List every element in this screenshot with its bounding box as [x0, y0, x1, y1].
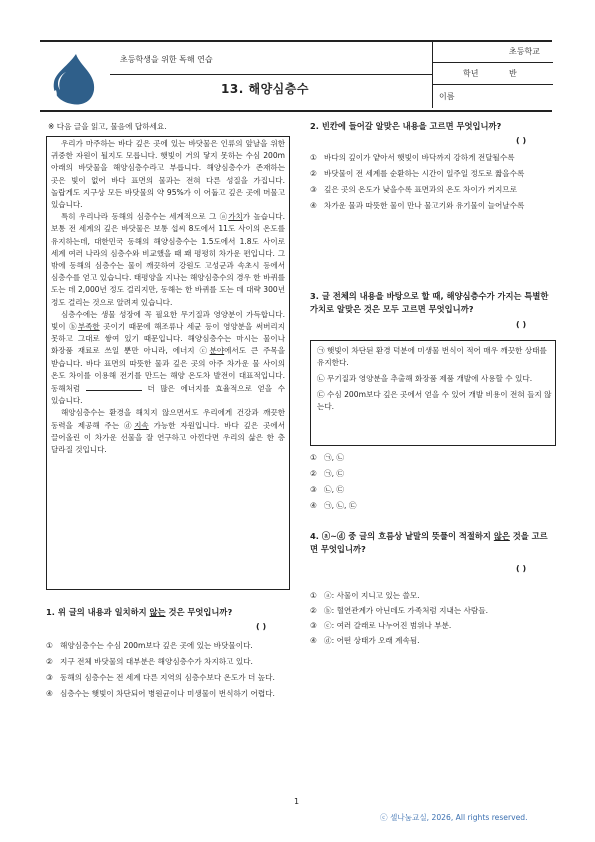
passage-paragraph-1: 우리가 마주하는 바다 깊은 곳에 있는 바닷물은 인류의 앞날을 위한 귀중한 자원이 될지도 모릅니다. 햇빛이 거의 닿지 못하는 수심 200m 아래의 바닷물을 해양심층수라고 부릅니다. 해양심층수가 존재하는 곳은 빛이 없어 바다 표면의 물과는 전혀 다른 성질을 가집니다. 놀랍게도 지구상 모든 바닷물의 약 95%가 이 어둡고 깊은 곳에 머물고 있습니다.: [51, 139, 285, 210]
grade-label: 학년: [463, 69, 479, 78]
choice-item: [311, 385, 555, 413]
option-text: ㉡, ㉢: [324, 485, 345, 494]
option-text: 해양심층수는 수심 200m보다 깊은 곳에 있는 바닷물이다.: [60, 641, 253, 650]
answer-blank-1[interactable]: ( ): [256, 622, 267, 631]
option-2[interactable]: [310, 168, 550, 180]
option-number: ④: [310, 501, 317, 510]
option-text: ㉠, ㉢: [324, 469, 345, 478]
student-info-box: [432, 40, 553, 108]
answer-blank-3[interactable]: ( ): [516, 320, 527, 329]
text-span: 에서도 큰 주목을 받습니다. 바다 표면의 따뜻한 물과 깊은 곳의 아주 차가운 물 사이의 온도 차이를 이용해 전기를 만드는 해양 온도차 발전이 대표적입니다. 동해처럼: [51, 346, 285, 394]
option-number: ④: [310, 201, 317, 210]
reading-passage: [46, 136, 290, 590]
school-row: [433, 40, 553, 63]
water-drop-logo-icon: [46, 50, 98, 106]
text-span: 곳이기 때문에 해조류나 세균 등이 영양분을 써버리지 못하고 그대로 쌓여 있기 때문입니다. 해양심층수는 마시는 물이나 화장품 재료로 쓰일 뿐만 아니라, 에너지 ⓒ: [51, 322, 285, 356]
option-text: 바다의 깊이가 얕아서 햇빛이 바닥까지 강하게 전달될수록: [324, 153, 515, 162]
passage-paragraph-4: [47, 407, 289, 456]
passage-paragraph-3: [47, 309, 289, 408]
answer-blank-4[interactable]: ( ): [516, 564, 527, 573]
option-number: ②: [310, 169, 317, 178]
choice-marker: ㉠: [317, 346, 325, 355]
choice-text: 무기질과 영양분을 추출해 화장품 제품 개발에 사용할 수 있다.: [327, 374, 533, 383]
option-text: ㉠, ㉡: [324, 453, 345, 462]
option-number: ①: [310, 453, 317, 462]
grade-class-row: [433, 63, 553, 85]
option-text: 지구 전체 바닷물의 대부분은 해양심층수가 차지하고 있다.: [60, 657, 253, 666]
fill-in-blank[interactable]: [86, 382, 142, 391]
question-4: [310, 530, 554, 556]
option-number: ①: [46, 641, 53, 650]
answer-blank-2[interactable]: ( ): [516, 136, 527, 145]
question-2-options: [310, 152, 550, 212]
question-1-options: [46, 640, 286, 700]
option-number: ①: [310, 591, 317, 600]
option-4[interactable]: [46, 688, 286, 700]
option-text: 깊은 곳의 온도가 낮을수록 표면과의 온도 차이가 커지므로: [324, 185, 517, 194]
option-1[interactable]: [46, 640, 286, 652]
option-number: ②: [310, 606, 317, 615]
question-text: 것은 무엇입니까?: [165, 607, 233, 617]
option-3[interactable]: [310, 184, 550, 196]
class-label: 반: [509, 69, 517, 78]
choice-item: [311, 369, 555, 385]
option-text: 심층수는 햇빛이 차단되어 병원균이나 미생물이 번식하기 어렵다.: [60, 689, 275, 698]
option-2[interactable]: [310, 468, 550, 480]
option-text: ⓑ: 혈연관계가 아닌데도 가족처럼 지내는 사람들.: [324, 606, 489, 615]
question-emphasis: 않는: [149, 607, 166, 617]
option-number: ②: [46, 657, 53, 666]
option-3[interactable]: [310, 620, 550, 632]
choice-marker: ㉡: [317, 374, 325, 383]
option-4[interactable]: [310, 500, 550, 512]
option-3[interactable]: [310, 484, 550, 496]
word-b-underlined: 부족한: [77, 322, 100, 332]
school-label: 초등학교: [509, 47, 540, 56]
option-number: ④: [46, 689, 53, 698]
option-number: ④: [310, 636, 317, 645]
question-text: 4. ⓐ~ⓓ 중 글의 흐름상 낱말의 뜻풀이 적절하지: [310, 531, 494, 541]
question-3-options: [310, 452, 550, 512]
word-d-underlined: 지속: [134, 420, 149, 430]
option-1[interactable]: [310, 590, 550, 602]
word-c-underlined: 분야: [209, 346, 225, 356]
text-span: 해양심층수는 환경을 해치지 않으면서도 우리에게 건강과 깨끗한 동력을 제공해 주는 ⓓ: [51, 408, 285, 430]
option-4[interactable]: [310, 200, 550, 212]
question-text: 1. 위 글의 내용과 일치하지: [46, 607, 150, 617]
choice-marker: ㉢: [317, 390, 325, 399]
question-1: [46, 606, 290, 619]
question-4-options: [310, 590, 550, 647]
option-number: ③: [46, 673, 53, 682]
option-number: ③: [310, 185, 317, 194]
option-text: 차가운 물과 따뜻한 물이 만나 물고기와 유기물이 늘어날수록: [324, 201, 525, 210]
option-1[interactable]: [310, 152, 550, 164]
question-2: 2. 빈칸에 들어갈 알맞은 내용을 고르면 무엇입니까?: [310, 121, 502, 131]
choice-item: [311, 341, 555, 369]
option-1[interactable]: [310, 452, 550, 464]
passage-paragraph-2: [47, 211, 289, 309]
page-title: 13. 해양심층수: [221, 82, 309, 96]
text-span: 특히 우리나라 동해의 심층수는 세계적으로 그 ⓐ: [61, 212, 229, 222]
text-span: 가능한 자원입니다. 바다 깊은 곳에서 끌어올린 이 차가운 선물을 잘 연구하고 아낀다면 우리의 삶은 한 층 달라질 것입니다.: [51, 420, 285, 455]
question-emphasis: 않은: [493, 531, 510, 541]
name-row: [433, 85, 553, 107]
option-number: ③: [310, 485, 317, 494]
worksheet-subtitle: 초등학생을 위한 독해 연습: [120, 55, 213, 64]
option-text: ⓐ: 사물이 지니고 있는 쓸모.: [324, 591, 420, 600]
instruction: ※ 다음 글을 읽고, 물음에 답하세요.: [48, 122, 167, 131]
question-text: 것을 고르면 무엇입니까?: [310, 531, 548, 554]
option-2[interactable]: [310, 605, 550, 617]
page-number: 1: [294, 797, 300, 806]
copyright-notice: ⓒ 셀나눔교실, 2026, All rights reserved.: [380, 813, 528, 822]
option-2[interactable]: [46, 656, 286, 668]
option-4[interactable]: [310, 635, 550, 647]
option-text: ⓓ: 어떤 상태가 오래 계속됨.: [324, 636, 420, 645]
option-text: ㉠, ㉡, ㉢: [324, 501, 357, 510]
option-3[interactable]: [46, 672, 286, 684]
option-number: ③: [310, 621, 317, 630]
choice-text: 햇빛이 차단된 환경 덕분에 미생물 번식이 적어 매우 깨끗한 상태를 유지한다.: [317, 346, 547, 367]
choice-box: [310, 340, 556, 446]
name-label: 이름: [439, 92, 455, 101]
option-number: ②: [310, 469, 317, 478]
text-span: 심층수에는 생물 성장에 꼭 필요한 무기질과 영양분이 가득합니다. 빛이 ⓑ: [51, 309, 285, 332]
question-3: 3. 글 전체의 내용을 바탕으로 할 때, 해양심층수가 가지는 특별한 가치로 알맞은 것은 모두 고르면 무엇입니까?: [310, 291, 549, 314]
option-text: 바닷물이 전 세계를 순환하는 시간이 일주일 정도로 짧을수록: [324, 169, 525, 178]
option-text: 동해의 심층수는 전 세계 다른 지역의 심층수보다 온도가 더 높다.: [60, 673, 275, 682]
choice-text: 수심 200m보다 깊은 곳에서 얻을 수 있어 개발 비용이 전혀 들지 않는다.: [317, 390, 552, 411]
option-text: ⓒ: 여러 갈래로 나누어진 범위나 부분.: [324, 621, 452, 630]
text-span: 가 높습니다. 보통 전 세계의 깊은 바닷물은 보통 섭씨 8도에서 11도 사이의 온도를 유지하는데, 대한민국 동해의 해양심층수는 1.5도에서 1.8도 사이로 세계 여러 나라의 심층수와 비교했을 때 꽤 평평히 차가운 편입니다. 그 밖에 동해의 심층수는 물이 깨끗하여 강원도 고성군과 속초시 등에서 심층수를 얻고 있습니다. 태평양을 지나는 해양심층수의 경우 한 바퀴를 도는 데 2,000년 정도 걸리지만, 동해는 한 바퀴를 도는 데 대략 300년 정도 걸리는 것으로 알려져 있습니다.: [51, 212, 285, 307]
option-number: ①: [310, 153, 317, 162]
word-a-underlined: 가치: [228, 212, 243, 222]
text-span: 더 많은 에너지를 효율적으로 얻을 수 있습니다.: [51, 384, 286, 406]
